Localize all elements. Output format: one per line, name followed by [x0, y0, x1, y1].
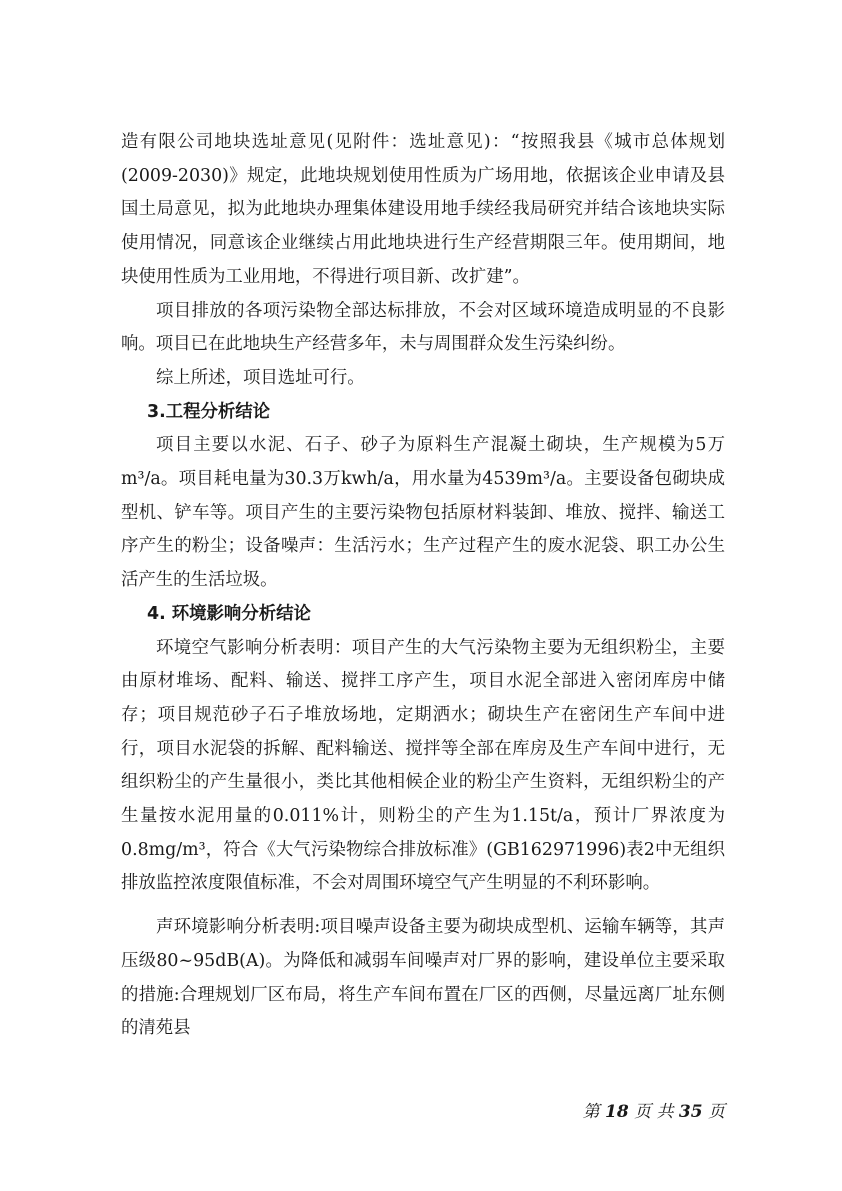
heading-environmental-impact: 4. 环境影响分析结论 [147, 603, 311, 624]
footer-middle: 页 共 [634, 1102, 674, 1122]
paragraph-emissions: 项目排放的各项污染物全部达标排放，不会对区域环境造成明显的不良影响。项目已在此地块生产经营多年，未与周围群众发生污染纠纷。 [121, 300, 725, 355]
footer-suffix: 页 [708, 1102, 725, 1122]
paragraph-air-impact: 环境空气影响分析表明：项目产生的大气污染物主要为无组织粉尘，主要由原材堆场、配料、输送、搅拌工序产生，项目水泥全部进入密闭库房中储存；项目规范砂子石子堆放场地，定期洒水；砌块生产在密闭生产车间中进行，项目水泥袋的拆解、配料输送、搅拌等全部在库房及生产车间中进行，无组织粉尘的产生量很小，类比其他相候企业的粉尘产生资料，无组织粉尘的产生量按水泥用量的0.011%计，则粉尘的产生为1.15t/a，预计厂界浓度为0.8mg/m³，符合《大气污染物综合排放标准》(GB162971996)表2中无组织排放监控浓度限值标准，不会对周围环境空气产生明显的不利环影响。 [121, 637, 725, 894]
heading-engineering-analysis: 3.工程分析结论 [147, 401, 271, 422]
paragraph-engineering-analysis: 项目主要以水泥、石子、砂子为原料生产混凝土砌块，生产规模为5万m³/a。项目耗电量为30.3万kwh/a，用水量为4539m³/a。主要设备包砌块成型机、铲车等。项目产生的主要污染物包括原材料装卸、堆放、搅拌、输送工序产生的粉尘；设备噪声：生活污水；生产过程产生的废水泥袋、职工办公生活产生的生活垃圾。 [121, 435, 725, 591]
current-page-number: 18 [605, 1102, 629, 1122]
document-body [121, 126, 725, 1046]
paragraph-site-opinion: 造有限公司地块选址意见(见附件：选址意见)：“按照我县《城市总体规划(2009-2030)》规定，此地块规划使用性质为广场用地，依据该企业申请及县国土局意见，拟为此地块办理集体建设用地手续经我局研究并结合该地块实际使用情况，同意该企业继续占用此地块进行生产经营期限三年。使用期间，地块使用性质为工业用地，不得进行项目新、改扩建”。 [121, 132, 725, 287]
paragraph-noise-impact: 声环境影响分析表明:项目噪声设备主要为砌块成型机、运输车辆等，其声压级80~95dB(A)。为降低和减弱车间噪声对厂界的影响，建设单位主要采取的措施:合理规划厂区布局，将生产车间布置在厂区的西侧，尽量远离厂址东侧的清苑县 [121, 917, 725, 1039]
page-number-footer [560, 1097, 725, 1122]
total-page-count: 35 [678, 1102, 703, 1122]
footer-prefix: 第 [582, 1102, 600, 1122]
paragraph-spacer [121, 901, 725, 911]
paragraph-site-conclusion: 综上所述，项目选址可行。 [156, 367, 365, 388]
